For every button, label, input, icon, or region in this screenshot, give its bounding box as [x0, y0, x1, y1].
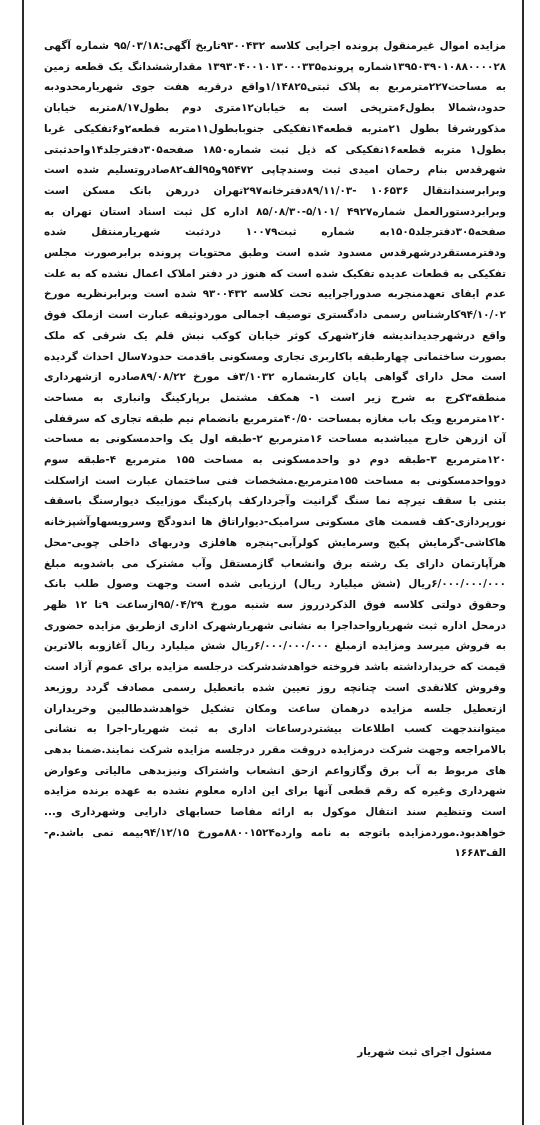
- notice-body: مزایده اموال غیرمنقول پرونده اجرایی کلاسه ۹۳۰۰۴۳۲تاریخ آگهی:۹۵/۰۳/۱۸ شماره آگهی ۱۳۹۵۰۳۹۰۱۰۸۸۰۰۰۰۲۸شماره پرونده۱۳۹۳۰۴۰۰۱۰۱۳۰۰۰۳۳۵ مقدارششدانگ یک قطعه زمین به مساحت۲۲۷مترمربع به پلاک ثبتی۱/۱۴۸۲۵واقع درقریه هفت جوی شهریارمحدودبه حدود،شمالا بطول۶مترپخی است به خیابان۱۲متری دوم بطول۸/۱۷متربه خیابان مذکورشرقا بطول ۲۱متربه قطعه۱۴تفکیکی جنوبابطول۱۱متربه قطعه۲و۶تفکیکی غربا بطول۱ متربه قطعه۱۶تفکیکی که ذیل ثبت شماره۱۸۵۰ صفحه۳۰۵دفترجلد۱۴واحدثبتی شهرقدس بنام رحمان امیدی ثبت وسندچاپی ۹۵۴۷۲و۹۵الف۸۲صادروتسلیم شده است وبرابرسندانتقال ۱۰۶۵۳۶ -۸۹/۱۱/۰۳دفترخانه۲۹۷تهران دررهن بانک مسکن است وبرابردستورالعمل شماره۴۹۲۷ /۵/۱۰۱-۸۵/۰۸/۳۰ اداره کل ثبت اسناد استان تهران به صفحه۳۰۵دفترجلد۱۵۰۵به شماره ثبت۱۰۰۷۹ دردثبت شهریارمنتقل شده ودفترمستقردرشهرقدس مسدود شده است وطبق محتویات پرونده برابرصورت مجلس تفکیکی به قطعات عدیده تفکیک شده است که هنوز در دفتر املاک اعمال نشده که به علت عدم ایفای تعهدمنجربه صدوراجراییه تحت کلاسه ۹۳۰۰۴۳۲ شده است وبرابرنظریه مورخ ۹۴/۱۰/۰۲کارشناس رسمی دادگستری توصیف اجمالی موردوثیقه عبارت است ازملک فوق واقع درشهرجدیداندیشه فاز۲شهرک کوثر خیابان کوکب نبش قلم یک شرقی که ملک بصورت ساختمانی چهارطبقه باکاربری تجاری ومسکونی باقدمت حدود۷سال احداث گردیده است محل دارای گواهی پایان کاربشماره ۳/۱۰۳۲ف مورخ ۸۹/۰۸/۲۲صادره ازشهرداری منطقه۳کرج به شرح زیر است ۱- همکف مشتمل برپارکینگ وانباری به مساحت ۱۲۰مترمربع ویک باب مغازه بمساحت ۴۰/۵۰مترمربع بانضمام نیم طبقه تجاری که سرقفلی آن ازرهن خارج میباشدبه مساحت ۱۶مترمربع ۲-طبقه اول یک واحدمسکونی به مساحت ۱۲۰مترمربع ۳-طبقه دوم دو واحدمسکونی به مساحت ۱۵۵ مترمربع ۴-طبقه سوم دوواحدمسکونی به مساحت ۱۵۵مترمربع.مشخصات فنی ساختمان عبارت است ازاسکلت بتنی با سقف تیرچه نما سنگ گرانیت وآجردارکف پارکینگ موزاییک دیوارسنگ باسقف نورپردازی-کف قسمت های مسکونی سرامیک-دیواراتاق ها اندودگچ وسرویسهاوآشپزخانه هاکاشی-گرمایش پکیج وسرمایش کولرآبی-پنجره هافلزی ودربهای داخلی چوبی-محل هرآپارتمان دارای یک رشته برق وانشعاب گازمستقل وآب مشترک می باشدوبه مبلغ ۶/۰۰۰/۰۰۰/۰۰۰ریال (شش میلیارد ریال) ارزیابی شده است وجهت وصول طلب بانک وحقوق دولتی کلاسه فوق الذکردرروز سه شنبه مورخ ۹۵/۰۴/۲۹ازساعت ۹تا ۱۲ ظهر درمحل اداره ثبت شهریارواحداجرا به نشانی شهریارشهرک اداری ازطریق مزایده حضوری به فروش میرسد ومزایده ازمبلغ ۶/۰۰۰/۰۰۰/۰۰۰ریال شش میلیارد ریال آغازوبه بالاترین قیمت که خریدارداشته باشد فروخته خواهدشدشرکت درجلسه مزایده برای عموم آزاد است وفروش کلانقدی است چنانچه روز تعیین شده باتعطیل رسمی مصادف گردد روزبعد ازتعطیل جلسه مزایده درهمان ساعت ومکان تشکیل خواهدشدطالبین وخریداران میتوانندجهت کسب اطلاعات بیشتردرساعات اداری به ثبت شهریار-اجرا به نشانی بالامراجعه وجهت شرکت درمزایده دروقت مقرر درجلسه مزایده شرکت نمایند.ضمنا بدهی های مربوط به آب برق وگازواعم ازحق انشعاب واشتراک ونیزبدهی مالیاتی وعوارض شهرداری وغیره که رقم قطعی آنها برای این اداره معلوم نشده به عهده برنده مزایده است وتنظیم سند انتقال موکول به ارائه مفاصا حسابهای دارایی وشهرداری و... خواهدبود.موردمزایده باتوجه به نامه وارده۸۸۰۰۱۵۲۴مورخ ۹۴/۱۲/۱۵بیمه نمی باشد.م-الف۱۶۶۸۳: [44, 40, 507, 860]
- auction-notice-text: [44, 36, 506, 864]
- notice-signature: مسئول اجرای ثبت شهریار: [357, 1046, 492, 1058]
